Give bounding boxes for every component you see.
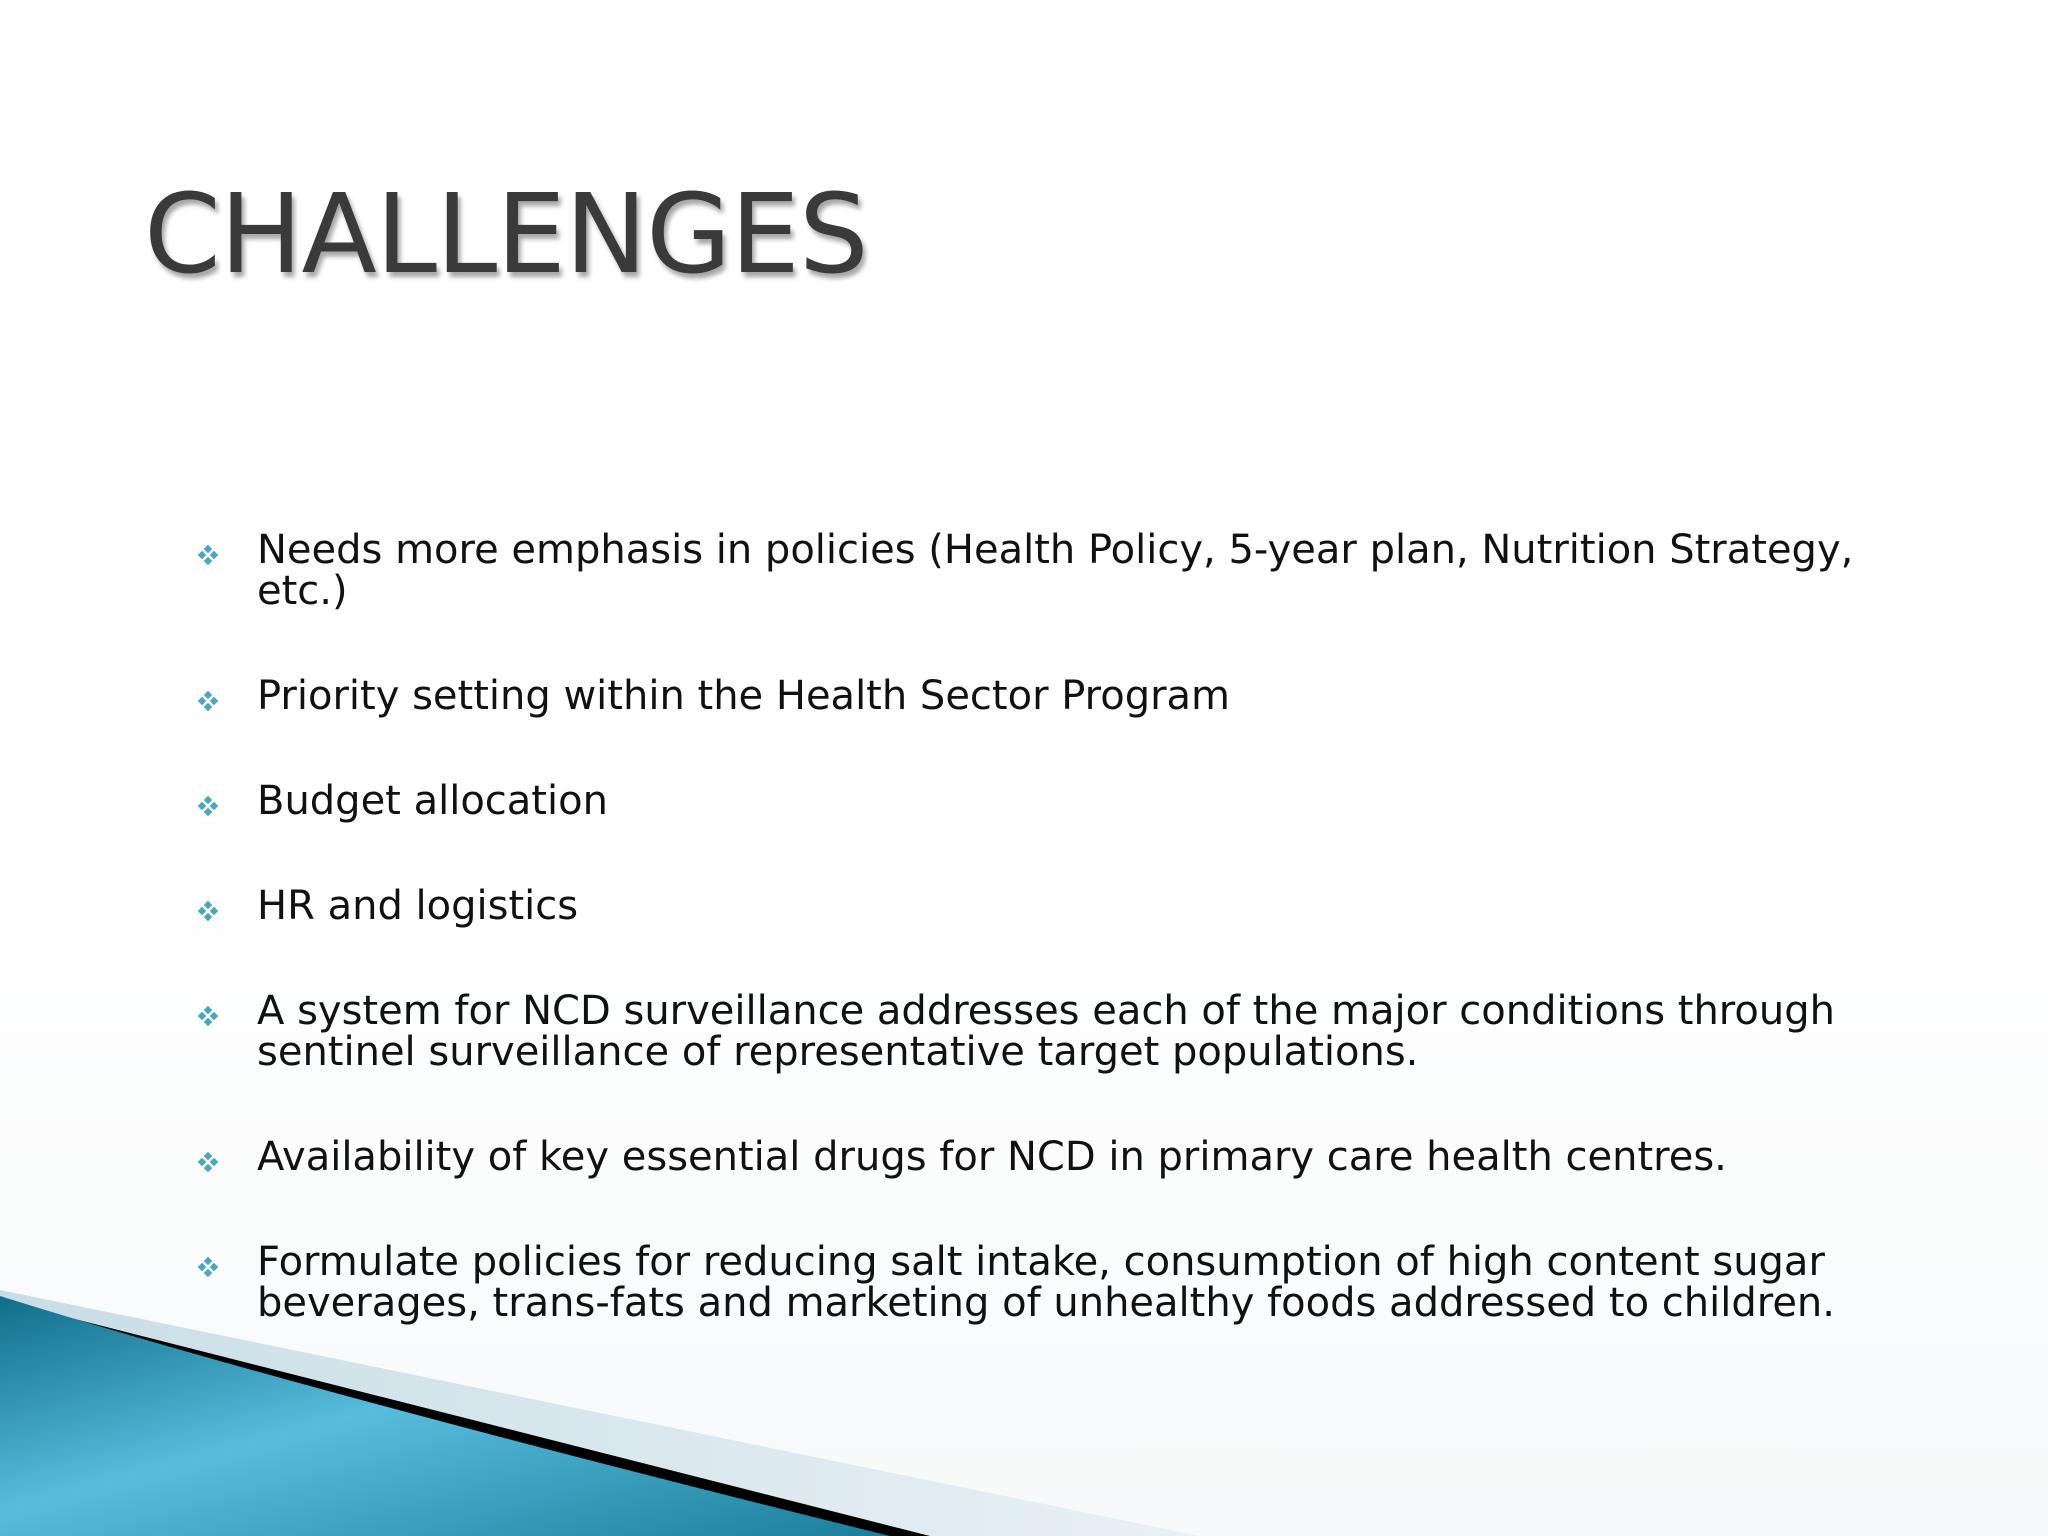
diamond-quad-bullet-icon (199, 1153, 217, 1171)
bullet-list (195, 527, 1935, 1326)
diamond-quad-bullet-icon (199, 692, 217, 710)
bullet-text: HR and logistics (257, 883, 579, 929)
bullet-item-surveillance (195, 988, 1935, 1075)
bullet-item-budget (195, 778, 1935, 824)
bullet-item-priority-setting (195, 673, 1935, 719)
bullet-text: Needs more emphasis in policies (Health Policy, 5-year plan, Nutrition Strategy, etc.) (257, 527, 1854, 614)
bullet-text: Availability of key essential drugs for NCD in primary care health centres. (257, 1134, 1727, 1180)
bullet-text: Priority setting within the Health Sector Program (257, 673, 1231, 719)
diamond-quad-bullet-icon (199, 902, 217, 920)
diamond-quad-bullet-icon (199, 1007, 217, 1025)
diamond-quad-bullet-icon (199, 546, 217, 564)
diamond-quad-bullet-icon (199, 797, 217, 815)
bullet-item-policies (195, 527, 1935, 614)
bullet-text: A system for NCD surveillance addresses each of the major conditions through sentinel surveillance of representative target populations. (257, 988, 1835, 1075)
slide-title: CHALLENGES (144, 170, 868, 298)
bullet-text: Budget allocation (257, 778, 608, 824)
bullet-item-hr-logistics (195, 883, 1935, 929)
bullet-item-salt-sugar-policies (195, 1239, 1935, 1326)
bullet-item-essential-drugs (195, 1134, 1935, 1180)
bullet-text: Formulate policies for reducing salt intake, consumption of high content sugar beverages, trans-fats and marketing of unhealthy foods addressed to children. (257, 1239, 1835, 1326)
diamond-quad-bullet-icon (199, 1258, 217, 1276)
